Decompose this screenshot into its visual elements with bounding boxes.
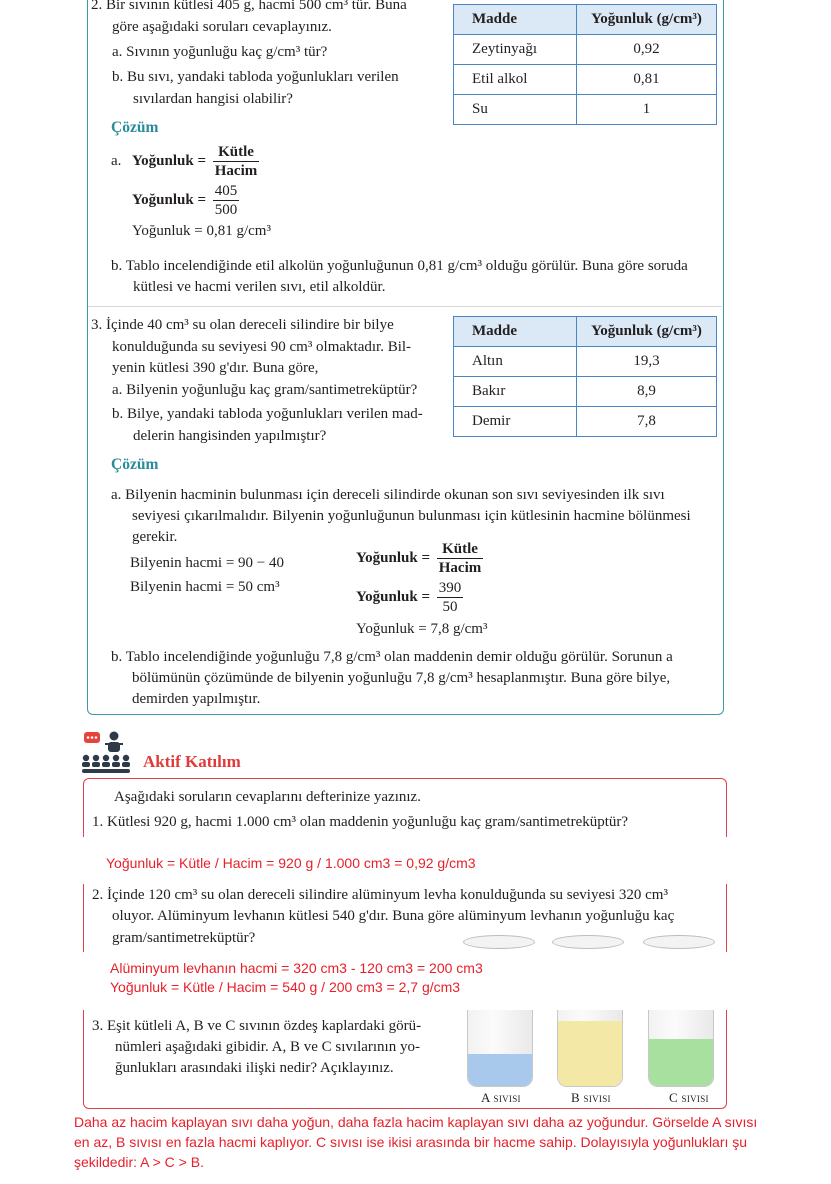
table-cell: Etil alkol [454, 65, 577, 95]
table-header: Yoğunluk (g/cm³) [577, 5, 717, 35]
cylinder-label-c: C sıvısı [669, 1090, 709, 1105]
fraction [437, 540, 484, 577]
answer-q2-line1: Alüminyum levhanın hacmi = 320 cm3 - 120 cm3 = 200 cm3 [110, 960, 483, 976]
formula-label: Yoğunluk = [356, 588, 431, 605]
q3-formula-1 [356, 540, 483, 577]
cylinder-rim [643, 935, 715, 949]
cylinder-label-b: B sıvısı [571, 1090, 611, 1105]
q2-line2: göre aşağıdaki soruları cevaplayınız. [112, 19, 332, 35]
q3-cozum-heading: Çözüm [111, 456, 159, 473]
table-cell: 19,3 [577, 347, 717, 377]
table-cell: Zeytinyağı [454, 35, 577, 65]
fraction [213, 182, 240, 219]
cylinder-a [467, 1010, 533, 1087]
denominator: Hacim [438, 560, 482, 576]
formula-label: Yoğunluk = [132, 191, 207, 208]
q3-sol-a2: seviyesi çıkarılmalıdır. Bilyenin yoğunluğunun bulunması için kütlesinin hacmine bölünmesi [132, 508, 691, 524]
aktif-q1: 1. Kütlesi 920 g, hacmi 1.000 cm³ olan maddenin yoğunluğu kaç gram/santimetreküptür? [92, 814, 629, 830]
table-cell: Su [454, 95, 577, 125]
aktif-q2-line2: oluyor. Alüminyum levhanın kütlesi 540 g'dır. Buna göre alüminyum levhanın yoğunluğu kaç [112, 908, 675, 924]
q3-line1: 3. İçinde 40 cm³ su olan dereceli silindire bir bilye [91, 317, 394, 333]
table-cell: Altın [454, 347, 577, 377]
liquid-b [558, 1021, 622, 1086]
liquid-c [649, 1039, 713, 1086]
q2-sol-b2: kütlesi ve hacmi verilen sıvı, etil alkoldür. [133, 279, 386, 295]
numerator: 390 [438, 580, 462, 596]
table-cell: 1 [577, 95, 717, 125]
aktif-q3-line3: ğunlukları arasındaki ilişki nedir? Açıklayınız. [115, 1060, 394, 1076]
q3-line2: konulduğunda su seviyesi 90 cm³ olmaktadır. Bil- [112, 339, 412, 355]
q2-b2: sıvılardan hangisi olabilir? [133, 91, 293, 107]
cylinder-b [557, 1010, 623, 1087]
formula-label: Yoğunluk = [356, 549, 431, 566]
aktif-q2-line3: gram/santimetreküptür? [112, 930, 256, 946]
table-header: Yoğunluk (g/cm³) [577, 317, 717, 347]
cylinder-label-a: A sıvısı [481, 1090, 521, 1105]
numerator: Kütle [437, 540, 484, 559]
q3-a: a. Bilyenin yoğunluğu kaç gram/santimetreküptür? [112, 382, 418, 398]
q2-sol-b1: b. Tablo incelendiğinde etil alkolün yoğunluğunun 0,81 g/cm³ olduğu görülür. Buna göre soruda [111, 258, 688, 274]
section-divider [88, 306, 722, 307]
q3-volume-1: Bilyenin hacmi = 90 − 40 [130, 555, 284, 571]
answer-q2-line2: Yoğunluk = Kütle / Hacim = 540 g / 200 cm3 = 2,7 g/cm3 [110, 979, 461, 995]
numerator: Kütle [213, 143, 260, 162]
q2-result: Yoğunluk = 0,81 g/cm³ [132, 223, 271, 239]
q2-line1: 2. Bir sıvının kütlesi 405 g, hacmi 500 cm³ tür. Buna [91, 0, 407, 13]
table-cell: Demir [454, 407, 577, 437]
formula-label: Yoğunluk = [132, 152, 207, 169]
aktif-intro: Aşağıdaki soruların cevaplarını defterinize yazınız. [114, 789, 421, 805]
q3-sol-a3: gerekir. [132, 529, 178, 545]
table-cell: 7,8 [577, 407, 717, 437]
cylinder-rim [463, 935, 535, 949]
cylinder-c [648, 1010, 714, 1087]
q3-sol-b1: b. Tablo incelendiğinde yoğunluğu 7,8 g/cm³ olan maddenin demir olduğu görülür. Sorunun a [111, 649, 673, 665]
q3-sol-a1: a. Bilyenin hacminin bulunması için dereceli silindirde okunan son sıvı seviyesinden ilk sıvı [111, 487, 665, 503]
table-cell: 0,81 [577, 65, 717, 95]
aktif-katilim-title: Aktif Katılım [143, 752, 241, 771]
q2-cozum-heading: Çözüm [111, 119, 159, 136]
q3-line3: yenin kütlesi 390 g'dır. Buna göre, [112, 360, 319, 376]
q3-b2: delerin hangisinden yapılmıştır? [133, 428, 327, 444]
answer-q1: Yoğunluk = Kütle / Hacim = 920 g / 1.000 cm3 = 0,92 g/cm3 [106, 855, 476, 871]
numerator: 405 [214, 183, 238, 199]
q2-formula-1 [132, 143, 259, 180]
aktif-q3-line2: nümleri aşağıdaki gibidir. A, B ve C sıvılarının yo- [115, 1039, 420, 1055]
q2-sol-a-label: a. [111, 153, 122, 169]
fraction [213, 143, 260, 180]
q3-formula-2 [356, 579, 463, 616]
q3-volume-2: Bilyenin hacmi = 50 cm³ [130, 579, 280, 595]
density-table-liquids [453, 4, 717, 125]
q2-b1: b. Bu sıvı, yandaki tabloda yoğunlukları verilen [112, 69, 399, 85]
table-header: Madde [454, 5, 577, 35]
denominator: 500 [214, 202, 238, 218]
q2-formula-2 [132, 182, 239, 219]
answer-q3-line2: en az, B sıvısı en fazla hacmi kaplıyor. C sıvısı ise ikisi arasında bir hacme sahip. Dolayısıyla yoğunlukları şu [74, 1134, 748, 1150]
q3-sol-b2: bölümünün çözümünde de bilyenin yoğunluğu 7,8 g/cm³ hesaplanmıştır. Buna göre bilye, [132, 670, 671, 686]
table-cell: 0,92 [577, 35, 717, 65]
liquid-a [468, 1054, 532, 1086]
table-cell: 8,9 [577, 377, 717, 407]
aktif-q2-line1: 2. İçinde 120 cm³ su olan dereceli silindire alüminyum levha konulduğunda su seviyesi 320 cm³ [92, 887, 668, 903]
aktif-q3-line1: 3. Eşit kütleli A, B ve C sıvının özdeş kaplardaki görü- [92, 1018, 422, 1034]
density-table-metals [453, 316, 717, 437]
denominator: 50 [442, 599, 458, 615]
answer-q3-line3: şekildedir: A > C > B. [74, 1154, 204, 1170]
q3-b1: b. Bilye, yandaki tabloda yoğunlukları verilen mad- [112, 406, 423, 422]
group-people-icon [80, 728, 130, 776]
q2-a: a. Sıvının yoğunluğu kaç g/cm³ tür? [112, 44, 328, 60]
cylinder-rim [552, 935, 624, 949]
fraction [437, 579, 464, 616]
q3-sol-b3: demirden yapılmıştır. [132, 691, 261, 707]
answer-q3-line1: Daha az hacim kaplayan sıvı daha yoğun, daha fazla hacim kaplayan sıvı daha az yoğundur. Görselde A sıvısı [74, 1114, 758, 1130]
q3-result: Yoğunluk = 7,8 g/cm³ [356, 621, 488, 637]
table-cell: Bakır [454, 377, 577, 407]
table-header: Madde [454, 317, 577, 347]
denominator: Hacim [214, 163, 258, 179]
